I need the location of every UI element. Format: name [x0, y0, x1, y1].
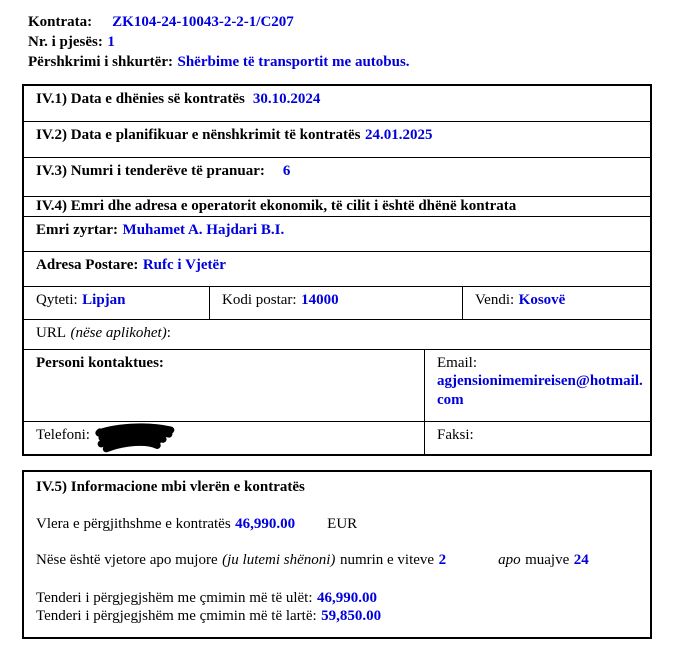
lowest-tender-line [36, 589, 640, 607]
row-postal-address [24, 251, 650, 286]
short-description-value: Shërbime të transportit me autobus. [177, 54, 410, 70]
row-official-name [24, 216, 650, 251]
phone-label: Telefoni: [36, 427, 90, 443]
iv2-signing-date-value: 24.01.2025 [364, 127, 433, 143]
part-number-label: Nr. i pjesës: [28, 34, 103, 50]
contact-person-cell [24, 350, 424, 421]
period-pre-text: Nëse është vjetore apo mujore [36, 552, 218, 568]
city-label: Qyteti: [36, 292, 78, 308]
years-value: 2 [438, 552, 447, 568]
row-url [24, 319, 650, 349]
city-value: Lipjan [82, 292, 126, 308]
row-city-postcode-country [24, 286, 650, 319]
country-cell [462, 287, 650, 319]
highest-tender-label: Tenderi i përgjegjshëm me çmimin më të lartë: [36, 608, 317, 624]
lowest-tender-value: 46,990.00 [317, 590, 378, 606]
contract-label: Kontrata: [28, 14, 93, 30]
period-mid-text: numrin e viteve [339, 552, 435, 568]
row-iv2-signing-date [24, 121, 650, 157]
row-phone-fax [24, 421, 650, 454]
period-note-italic: (ju lutemi shënoni) [222, 552, 336, 568]
official-name-value: Muhamet A. Hajdari B.I. [122, 222, 285, 238]
row-contact-email [24, 349, 650, 421]
fax-cell [424, 422, 650, 454]
contract-line [28, 12, 674, 32]
url-label: URL [36, 325, 66, 341]
section-iv-table [22, 84, 652, 456]
iv1-label: IV.1) Data e dhënies së kontratës [36, 91, 245, 107]
contract-number-value: ZK104-24-10043-2-2-1/C207 [112, 14, 294, 30]
postal-address-label: Adresa Postare: [36, 257, 139, 273]
contract-notice-document [0, 12, 674, 639]
row-iv1-award-date [24, 86, 650, 121]
iv3-tender-count-value: 6 [282, 163, 291, 179]
url-colon: : [166, 325, 171, 341]
postcode-label: Kodi postar: [222, 292, 297, 308]
url-note: (nëse aplikohet) [70, 325, 167, 341]
postcode-value: 14000 [301, 292, 339, 308]
fax-label: Faksi: [437, 427, 474, 443]
contact-person-label: Personi kontaktues: [36, 355, 164, 371]
email-value: agjensionimemireisen@hotmail.com [437, 373, 643, 408]
period-or-italic: apo [498, 552, 521, 568]
period-line [36, 552, 640, 569]
total-value-label: Vlera e përgjithshme e kontratës [36, 516, 231, 532]
currency-label: EUR [327, 516, 358, 532]
months-value: 24 [573, 552, 589, 568]
city-cell [24, 287, 209, 319]
iv4-title: IV.4) Emri dhe adresa e operatorit ekonomik, të cilit i është dhënë kontrata [36, 198, 517, 214]
lowest-tender-label: Tenderi i përgjegjshëm me çmimin më të ulët: [36, 590, 313, 606]
iv5-title: IV.5) Informacione mbi vlerën e kontratës [36, 479, 305, 495]
phone-redaction-scribble [93, 422, 180, 453]
phone-cell [24, 422, 424, 454]
country-label: Vendi: [475, 292, 515, 308]
iv3-label: IV.3) Numri i tenderëve të pranuar: [36, 163, 265, 179]
postcode-cell [209, 287, 462, 319]
months-word: muajve [525, 552, 570, 568]
total-value-amount: 46,990.00 [235, 516, 296, 532]
iv1-award-date-value: 30.10.2024 [252, 91, 321, 107]
iv2-label: IV.2) Data e planifikuar e nënshkrimit të kontratës [36, 127, 361, 143]
row-iv3-tender-count [24, 157, 650, 196]
part-number-value: 1 [107, 34, 115, 50]
email-cell [424, 350, 650, 421]
short-description-label: Përshkrimi i shkurtër: [28, 54, 173, 70]
section-iv5-box [22, 470, 652, 639]
short-description-line [28, 52, 674, 72]
part-number-line [28, 32, 674, 52]
official-name-label: Emri zyrtar: [36, 222, 119, 238]
highest-tender-line [36, 607, 640, 625]
row-iv4-section-title [24, 196, 650, 216]
highest-tender-value: 59,850.00 [321, 608, 382, 624]
total-value-line [36, 516, 640, 533]
postal-address-value: Rufc i Vjetër [142, 257, 226, 273]
email-label: Email: [437, 355, 477, 371]
country-value: Kosovë [518, 292, 566, 308]
document-header [28, 12, 674, 72]
